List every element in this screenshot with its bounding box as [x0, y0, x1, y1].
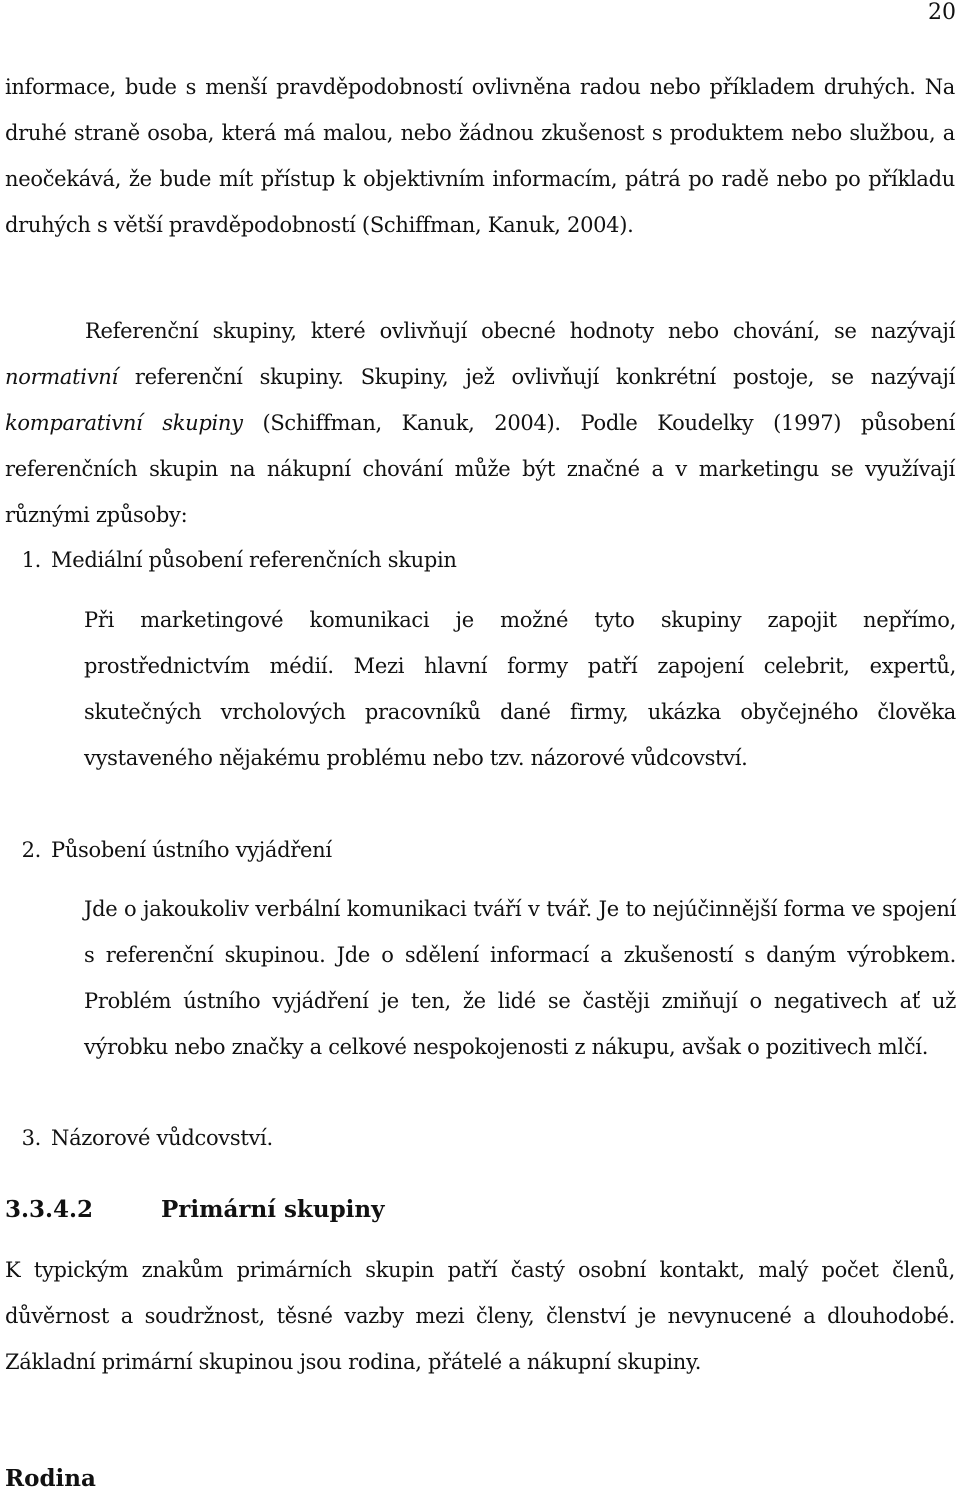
italic-term-comparative: komparativní skupiny — [5, 411, 243, 435]
reference-groups-paragraph — [5, 308, 955, 538]
list-item-1-body: Při marketingové komunikaci je možné tyto skupiny zapojit nepřímo, prostřednictvím médií. Mezi hlavní formy patří zapojení celebrit, expertů, skutečných vrcholových pracovníků dané firmy, ukázka obyčejného člověka vystaveného nějakému problému nebo tzv. názorové vůdcovství. — [84, 608, 956, 770]
paragraph-text: referenční skupiny. Skupiny, jež ovlivňují konkrétní postoje, se nazývají — [117, 365, 955, 389]
section-heading — [5, 1195, 385, 1225]
list-title: Mediální působení referenčních skupin — [51, 548, 457, 572]
list-number: 3. — [21, 1126, 41, 1150]
intro-paragraph: informace, bude s menší pravděpodobností ovlivněna radou nebo příkladem druhých. Na druhé straně osoba, která má malou, nebo žádnou zkušenost s produktem nebo službou, a neočekává, že bude mít přístup k objektivním informacím, pátrá po radě nebo po příkladu druhých s větší pravděpodobností (Schiffman, Kanuk, 2004). — [5, 75, 955, 237]
list-item-3-title — [5, 1123, 905, 1153]
list-item-1-title — [5, 545, 905, 575]
list-number: 2. — [21, 838, 41, 862]
list-item-2-title — [5, 835, 905, 865]
italic-term-normative: normativní — [5, 365, 118, 389]
paragraph-text: (Schiffman, Kanuk, 2004). Podle Koudelky (1997) působení referenčních skupin na nákupní chování může být značné a v marketingu se využívají různými způsoby: — [5, 411, 955, 527]
section-title: Primární skupiny — [161, 1196, 385, 1223]
page-number: 20 — [928, 0, 956, 25]
primary-groups-paragraph: K typickým znakům primárních skupin patří častý osobní kontakt, malý počet členů, důvěrnost a soudržnost, těsné vazby mezi členy, členství je nevynucené a dlouhodobé. Základní primární skupinou jsou rodina, přátelé a nákupní skupiny. — [5, 1258, 955, 1374]
list-title: Působení ústního vyjádření — [51, 838, 332, 862]
list-item-2-body: Jde o jakoukoliv verbální komunikaci tváří v tvář. Je to nejúčinnější forma ve spojení s referenční skupinou. Jde o sdělení informací a zkušeností s daným výrobkem. Problém ústního vyjádření je ten, že lidé se častěji zmiňují o negativech ať už výrobku nebo značky a celkové nespokojenosti z nákupu, avšak o pozitivech mlčí. — [84, 897, 956, 1059]
section-number: 3.3.4.2 — [5, 1196, 94, 1223]
list-title: Názorové vůdcovství. — [51, 1126, 273, 1150]
subheading: Rodina — [5, 1465, 96, 1492]
list-number: 1. — [21, 548, 41, 572]
paragraph-text: Referenční skupiny, které ovlivňují obecné hodnoty nebo chování, se nazývají — [85, 319, 955, 343]
